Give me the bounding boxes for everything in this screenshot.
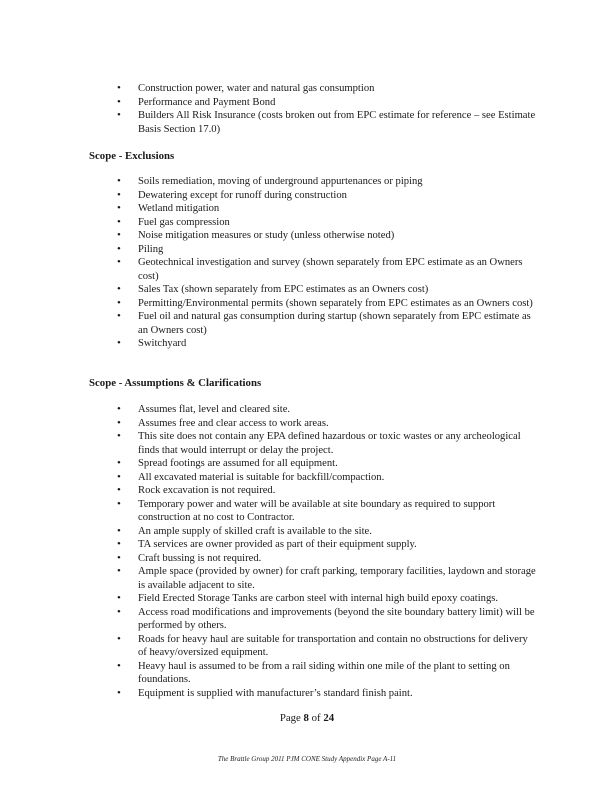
- list-item: • Permitting/Environmental permits (shown separately from EPC estimates as an Owners cost): [0, 297, 538, 311]
- list-item: • Builders All Risk Insurance (costs broken out from EPC estimate for reference – see Estimate Basis Section 17.0): [0, 109, 538, 136]
- top-list: [0, 82, 538, 136]
- list-item: • Rock excavation is not required.: [0, 484, 538, 498]
- page-current: 8: [303, 712, 309, 724]
- list-item: • Access road modifications and improvements (beyond the site boundary battery limit) will be performed by others.: [0, 606, 538, 633]
- list-item: • Piling: [0, 243, 538, 257]
- list-item: • Sales Tax (shown separately from EPC estimates as an Owners cost): [0, 283, 538, 297]
- list-item: • Performance and Payment Bond: [0, 96, 538, 110]
- list-item: • Dewatering except for runoff during construction: [0, 189, 538, 203]
- list-item: • An ample supply of skilled craft is available to the site.: [0, 525, 538, 539]
- list-item: • Switchyard: [0, 337, 538, 351]
- list-item: • Fuel gas compression: [0, 216, 538, 230]
- exclusions-list: [0, 175, 538, 351]
- page-of: of: [308, 712, 324, 724]
- list-item: • This site does not contain any EPA defined hazardous or toxic wastes or any archeological finds that would interrupt or delay the project.: [0, 430, 538, 457]
- list-item: • Spread footings are assumed for all equipment.: [0, 457, 538, 471]
- list-item: • Equipment is supplied with manufacturer’s standard finish paint.: [0, 687, 538, 701]
- assumptions-heading: Scope - Assumptions & Clarifications: [89, 377, 262, 389]
- exclusions-heading: Scope - Exclusions: [89, 150, 175, 162]
- page-prefix: Page: [279, 712, 304, 724]
- list-item: • Assumes flat, level and cleared site.: [0, 403, 538, 417]
- page-total: 24: [323, 712, 335, 724]
- list-item: • Soils remediation, moving of underground appurtenances or piping: [0, 175, 538, 189]
- list-item: • Assumes free and clear access to work areas.: [0, 417, 538, 431]
- footer-note: The Brattle Group 2011 PJM CONE Study Appendix Page A-11: [217, 755, 397, 763]
- list-item: • Construction power, water and natural gas consumption: [0, 82, 538, 96]
- list-item: • Heavy haul is assumed to be from a rail siding within one mile of the plant to setting on foundations.: [0, 660, 538, 687]
- list-item: • Noise mitigation measures or study (unless otherwise noted): [0, 229, 538, 243]
- list-item: • Roads for heavy haul are suitable for transportation and contain no obstructions for delivery of heavy/oversized equipment.: [0, 633, 538, 660]
- list-item: • Ample space (provided by owner) for craft parking, temporary facilities, laydown and storage is available adjacent to site.: [0, 565, 538, 592]
- list-item: • TA services are owner provided as part of their equipment supply.: [0, 538, 538, 552]
- page-number: [0, 712, 614, 724]
- list-item: • Temporary power and water will be available at site boundary as required to support construction at no cost to Contractor.: [0, 498, 538, 525]
- list-item: • Fuel oil and natural gas consumption during startup (shown separately from EPC estimate as an Owners cost): [0, 310, 538, 337]
- list-item: • Field Erected Storage Tanks are carbon steel with internal high build epoxy coatings.: [0, 592, 538, 606]
- assumptions-list: [0, 403, 538, 700]
- list-item: • Wetland mitigation: [0, 202, 538, 216]
- list-item: • Craft bussing is not required.: [0, 552, 538, 566]
- list-item: • Geotechnical investigation and survey (shown separately from EPC estimate as an Owners cost): [0, 256, 538, 283]
- list-item: • All excavated material is suitable for backfill/compaction.: [0, 471, 538, 485]
